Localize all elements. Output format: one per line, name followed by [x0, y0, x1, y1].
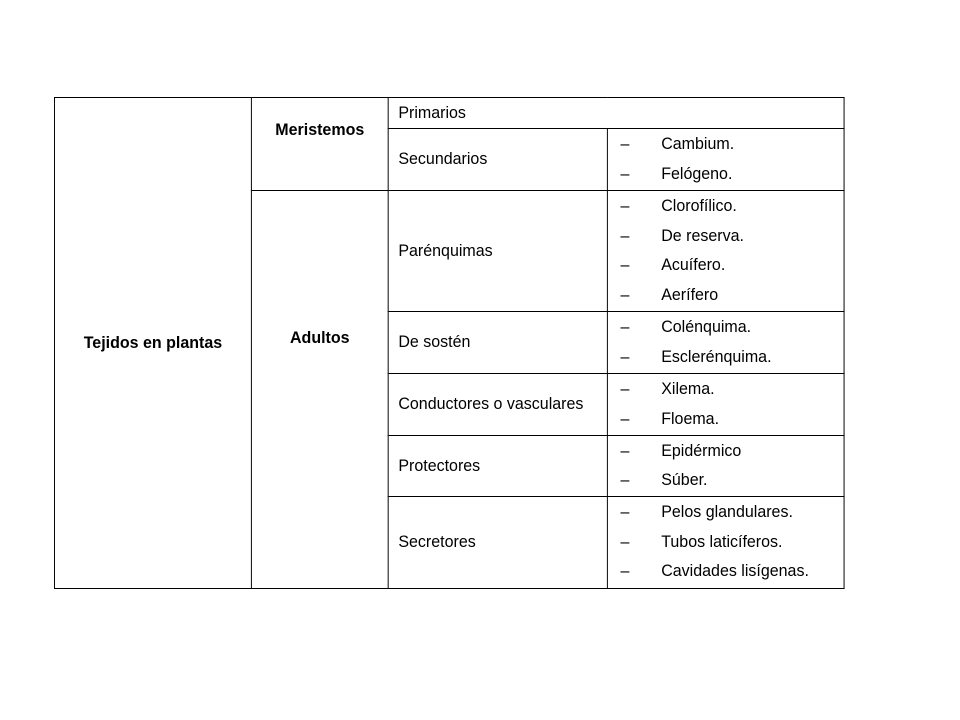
subtype-cell-conductores [388, 374, 607, 436]
items-cell [607, 129, 844, 191]
items-cell [607, 312, 844, 374]
list-item: – De reserva. [620, 226, 744, 245]
subtype-label: Primarios [398, 103, 466, 122]
subtype-cell-secundarios [388, 129, 607, 191]
list-item: – Colénquima. [620, 318, 752, 336]
root-category-label: Tejidos en plantas [83, 333, 223, 352]
root-category-cell [54, 98, 251, 589]
table-row [54, 98, 844, 129]
list-item: – Súber. [620, 471, 708, 489]
list-item: – Pelos glandulares. [620, 503, 793, 522]
subtype-label: Parénquimas [398, 241, 493, 260]
subtype-cell-primarios [388, 98, 844, 129]
group-cell-adultos [251, 191, 388, 589]
subtype-cell-parenquimas [388, 191, 607, 312]
list-item: – Cambium. [620, 135, 735, 153]
subtype-label: Secundarios [398, 150, 488, 168]
group-label: Meristemos [275, 120, 365, 139]
list-item: – Aerífero [620, 285, 719, 304]
subtype-cell-protectores [388, 436, 607, 497]
list-item: – Tubos laticíferos. [620, 532, 783, 551]
subtype-label: Protectores [398, 456, 481, 475]
list-item: – Acuífero. [620, 256, 726, 274]
items-cell [607, 436, 844, 497]
subtype-label: Secretores [398, 533, 476, 551]
list-item: – Floema. [620, 409, 720, 428]
group-cell-meristemos [251, 98, 388, 191]
plant-tissues-table [54, 97, 845, 589]
list-item: – Epidérmico [620, 441, 742, 460]
list-item: – Esclerénquima. [620, 347, 772, 366]
subtype-cell-de-sosten [388, 312, 607, 374]
items-cell [607, 497, 844, 589]
list-item: – Clorofílico. [620, 197, 737, 215]
group-label: Adultos [289, 329, 350, 347]
subtype-cell-secretores [388, 497, 607, 589]
items-cell [607, 374, 844, 436]
subtype-label: Conductores o vasculares [398, 395, 584, 413]
list-item: – Xilema. [620, 380, 715, 398]
subtype-label: De sostén [398, 333, 471, 351]
list-item: – Cavidades lisígenas. [620, 562, 809, 581]
items-cell [607, 191, 844, 312]
list-item: – Felógeno. [620, 164, 733, 183]
